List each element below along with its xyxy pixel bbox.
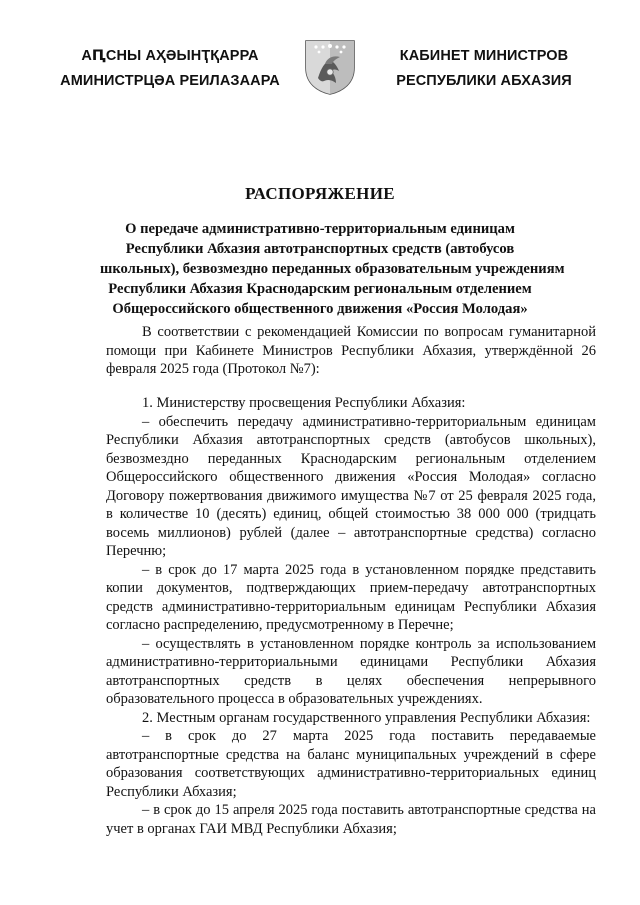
header-left-abkhaz bbox=[50, 44, 290, 94]
header-right-line1: КАБИНЕТ МИНИСТРОВ bbox=[399, 48, 569, 64]
header-left-line1: АԤСНЫ АҲƏЫНҬҚАРРА bbox=[81, 48, 259, 64]
abkhazia-coat-of-arms-icon bbox=[303, 38, 357, 96]
item1-point-c: – осуществлять в установленном порядке контроль за использованием административно-территориальными единицами Республики Абхазия автотранспортных средств в целях обеспечения непрерывного образовательного процесса в образовательных учреждениях. bbox=[106, 635, 596, 707]
item1-point-b: – в срок до 17 марта 2025 года в установленном порядке представить копии документов, подтверждающих прием-передачу автотранспортных средств административно-территориальным единицам Республики Абхазия согласно распределению, предусмотренному в Перечне; bbox=[106, 561, 596, 633]
item1-heading: 1. Министерству просвещения Республики Абхазия: bbox=[142, 395, 466, 411]
intro-section bbox=[106, 323, 596, 379]
item2-point-b: – в срок до 15 апреля 2025 года поставить автотранспортные средства на учет в органах ГАИ МВД Республики Абхазия; bbox=[106, 802, 596, 837]
subject-line: Республики Абхазия Краснодарским региональным отделением bbox=[108, 281, 532, 297]
header-left-line2: АМИНИСТРЦƏА РЕИЛАЗААРА bbox=[60, 73, 280, 89]
subject-line: школьных), безвозмездно переданных образовательным учреждениям bbox=[100, 261, 565, 277]
subject-line: Республики Абхазия автотранспортных средств (автобусов bbox=[125, 241, 515, 257]
item1-point-a: – обеспечить передачу административно-территориальным единицам Республики Абхазия автотранспортных средств (автобусов школьных), безвозмездно переданных Краснодарским региональным отделением Общероссийского общественного движения «Россия Молодая» согласно Договору пожертвования движимого имущества №7 от 25 февраля 2025 года, в количестве 10 (десять) единиц, общей стоимостью 38 000 000 (тридцать восемь миллионов) рублей (далее – автотранспортные средства) согласно Перечню; bbox=[106, 413, 596, 559]
document-title: РАСПОРЯЖЕНИЕ bbox=[245, 184, 395, 203]
document-subject bbox=[100, 219, 565, 319]
subject-line: Общероссийского общественного движения «Россия Молодая» bbox=[112, 301, 528, 317]
directives-section bbox=[106, 394, 596, 838]
header-right-russian bbox=[378, 44, 590, 94]
intro-paragraph: В соответствии с рекомендацией Комиссии по вопросам гуманитарной помощи при Кабинете Министров Республики Абхазия, утверждённой 26 февраля 2025 года (Протокол №7): bbox=[106, 324, 596, 377]
subject-line: О передаче административно-территориальным единицам bbox=[125, 221, 515, 237]
item2-heading: 2. Местным органам государственного управления Республики Абхазия: bbox=[142, 709, 591, 726]
header-right-line2: РЕСПУБЛИКИ АБХАЗИЯ bbox=[396, 73, 572, 89]
item2-point-a: – в срок до 27 марта 2025 года поставить передаваемые автотранспортные средства на баланс муниципальных учреждений в сфере образования соответствующих административно-территориальных единиц Республики Абхазия; bbox=[106, 728, 596, 800]
